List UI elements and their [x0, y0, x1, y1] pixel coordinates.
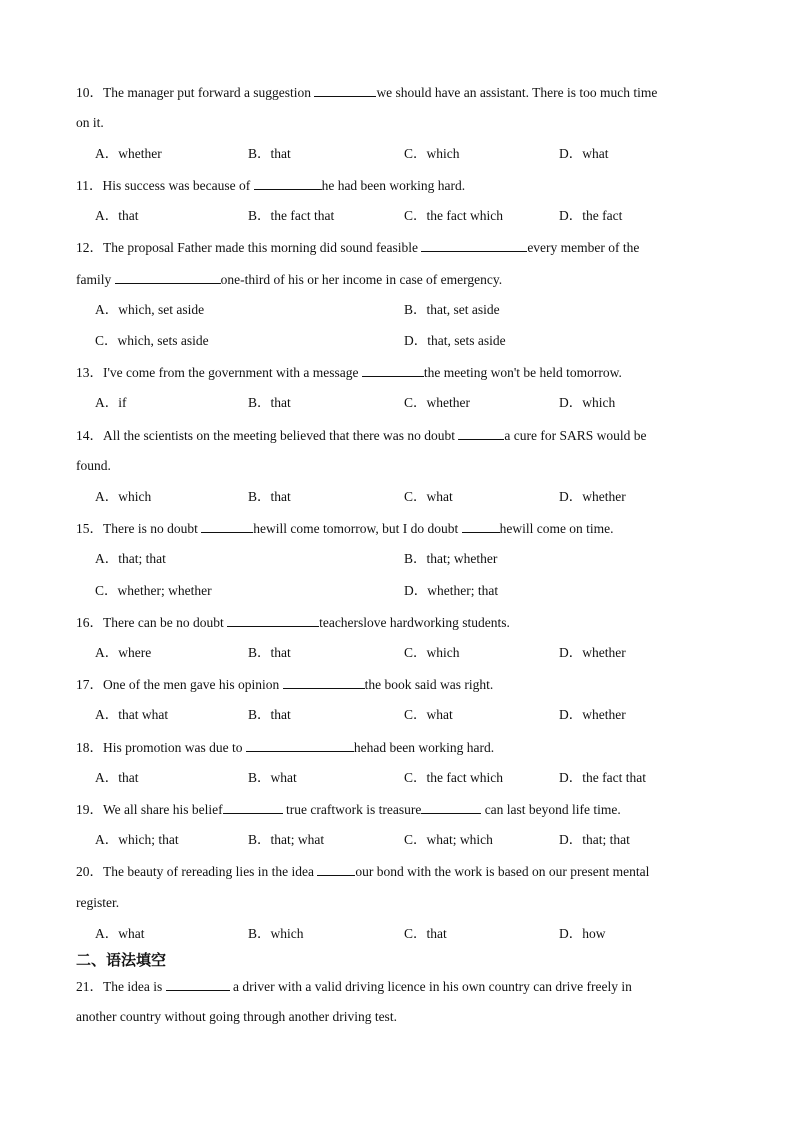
- question-11-option-d: D．the fact: [559, 208, 623, 223]
- section-title: 二、语法填空: [76, 951, 167, 969]
- question-12-stem-start: 12．The proposal Father made this morning did sound feasible: [76, 240, 422, 255]
- question-20-option-c: C．that: [404, 926, 447, 941]
- question-11-option-c: C．the fact which: [404, 208, 503, 223]
- question-19-option-b: B．that; what: [248, 832, 325, 847]
- question-15-option-b: B．that; whether: [404, 551, 498, 566]
- question-21-line-1: [76, 978, 632, 995]
- question-17-option-d: D．whether: [559, 707, 626, 722]
- answer-blank: [254, 177, 322, 190]
- question-10-option-b: B．that: [248, 146, 291, 161]
- question-20-stem-end: our bond with the work is based on our present mental: [355, 864, 650, 879]
- question-14-option-b: B．that: [248, 489, 291, 504]
- question-20-stem-start: 20．The beauty of rereading lies in the idea: [76, 864, 318, 879]
- answer-blank: [462, 520, 500, 533]
- answer-blank: [421, 801, 481, 814]
- question-10-option-c: C．which: [404, 146, 460, 161]
- question-13-option-c: C．whether: [404, 395, 470, 410]
- question-14-line-2: found.: [76, 458, 111, 473]
- answer-blank: [201, 520, 253, 533]
- question-18-option-c: C．the fact which: [404, 770, 503, 785]
- question-18-stem-start: 18．His promotion was due to: [76, 740, 246, 755]
- question-21-stem-start: 21．The idea is: [76, 979, 166, 994]
- question-18-line-1: [76, 739, 494, 756]
- question-13-stem-end: the meeting won't be held tomorrow.: [423, 365, 622, 380]
- question-19-stem-mid: true craftwork is treasure: [282, 802, 422, 817]
- answer-blank: [246, 739, 354, 752]
- question-15-option-a: A．that; that: [95, 551, 166, 566]
- question-12-option-a: A．which, set aside: [95, 302, 205, 317]
- question-12-line-2: [76, 271, 502, 288]
- question-12-option-c: C．which, sets aside: [95, 333, 209, 348]
- question-16-option-a: A．where: [95, 645, 152, 660]
- question-11-stem-start: 11．His success was because of: [76, 178, 254, 193]
- question-17-option-c: C．what: [404, 707, 453, 722]
- question-18-option-a: A．that: [95, 770, 139, 785]
- question-17-option-b: B．that: [248, 707, 291, 722]
- question-10-line-1: [76, 84, 657, 101]
- question-15-stem-end: hewill come on time.: [499, 521, 614, 536]
- question-13-option-d: D．which: [559, 395, 616, 410]
- question-12-stem-mid: every member of the: [527, 240, 640, 255]
- question-15-stem-start: 15．There is no doubt: [76, 521, 202, 536]
- question-17-line-1: [76, 676, 493, 693]
- question-20-line-1: [76, 863, 649, 880]
- question-15-option-c: C．whether; whether: [95, 583, 212, 598]
- question-19-option-c: C．what; which: [404, 832, 493, 847]
- answer-blank: [314, 84, 376, 97]
- answer-blank: [362, 364, 424, 377]
- question-16-line-1: [76, 614, 510, 631]
- question-12-option-d: D．that, sets aside: [404, 333, 506, 348]
- question-15-line-1: [76, 520, 614, 537]
- question-13-option-b: B．that: [248, 395, 291, 410]
- answer-blank: [166, 978, 230, 991]
- question-12-option-b: B．that, set aside: [404, 302, 500, 317]
- question-15-stem-mid: hewill come tomorrow, but I do doubt: [253, 521, 462, 536]
- question-13-line-1: [76, 364, 622, 381]
- question-19-stem-start: 19．We all share his belief: [76, 802, 223, 817]
- question-14-stem-end: a cure for SARS would be: [504, 428, 647, 443]
- question-15-option-d: D．whether; that: [404, 583, 499, 598]
- question-11-option-b: B．the fact that: [248, 208, 335, 223]
- question-14-option-d: D．whether: [559, 489, 626, 504]
- question-11-line-1: [76, 177, 465, 194]
- question-10-option-d: D．what: [559, 146, 609, 161]
- question-16-option-d: D．whether: [559, 645, 626, 660]
- answer-blank: [283, 676, 365, 689]
- answer-blank: [458, 427, 504, 440]
- question-19-option-a: A．which; that: [95, 832, 179, 847]
- question-20-option-b: B．which: [248, 926, 304, 941]
- question-13-option-a: A．if: [95, 395, 127, 410]
- question-11-stem-end: he had been working hard.: [321, 178, 466, 193]
- question-12-stem-family: family: [76, 272, 115, 287]
- question-17-option-a: A．that what: [95, 707, 169, 722]
- answer-blank: [421, 239, 527, 252]
- answer-blank: [317, 863, 355, 876]
- question-12-stem-end: one-third of his or her income in case of emergency.: [220, 272, 503, 287]
- question-20-option-d: D．how: [559, 926, 606, 941]
- question-10-stem-start: 10．The manager put forward a suggestion: [76, 85, 315, 100]
- question-17-stem-end: the book said was right.: [364, 677, 494, 692]
- question-20-line-2: register.: [76, 895, 120, 910]
- answer-blank: [115, 271, 221, 284]
- question-21-line-2: another country without going through another driving test.: [76, 1009, 397, 1024]
- question-14-option-c: C．what: [404, 489, 453, 504]
- question-19-option-d: D．that; that: [559, 832, 630, 847]
- question-11-option-a: A．that: [95, 208, 139, 223]
- question-13-stem-start: 13．I've come from the government with a message: [76, 365, 362, 380]
- question-19-stem-end: can last beyond life time.: [481, 802, 621, 817]
- question-10-option-a: A．whether: [95, 146, 162, 161]
- question-16-stem-end: teacherslove hardworking students.: [319, 615, 510, 630]
- answer-blank: [227, 614, 319, 627]
- question-10-stem-end: we should have an assistant. There is too much time: [376, 85, 658, 100]
- question-16-option-b: B．that: [248, 645, 291, 660]
- question-20-option-a: A．what: [95, 926, 145, 941]
- question-16-stem-start: 16．There can be no doubt: [76, 615, 228, 630]
- question-18-option-d: D．the fact that: [559, 770, 646, 785]
- question-18-option-b: B．what: [248, 770, 297, 785]
- question-14-stem-start: 14．All the scientists on the meeting believed that there was no doubt: [76, 428, 459, 443]
- question-14-line-1: [76, 427, 647, 444]
- question-14-option-a: A．which: [95, 489, 152, 504]
- question-16-option-c: C．which: [404, 645, 460, 660]
- question-18-stem-end: hehad been working hard.: [353, 740, 495, 755]
- question-10-line-2: on it.: [76, 115, 104, 130]
- question-12-line-1: [76, 239, 639, 256]
- question-17-stem-start: 17．One of the men gave his opinion: [76, 677, 283, 692]
- answer-blank: [223, 801, 283, 814]
- question-21-stem-end: a driver with a valid driving licence in his own country can drive freely in: [229, 979, 632, 994]
- question-19-line-1: [76, 801, 621, 818]
